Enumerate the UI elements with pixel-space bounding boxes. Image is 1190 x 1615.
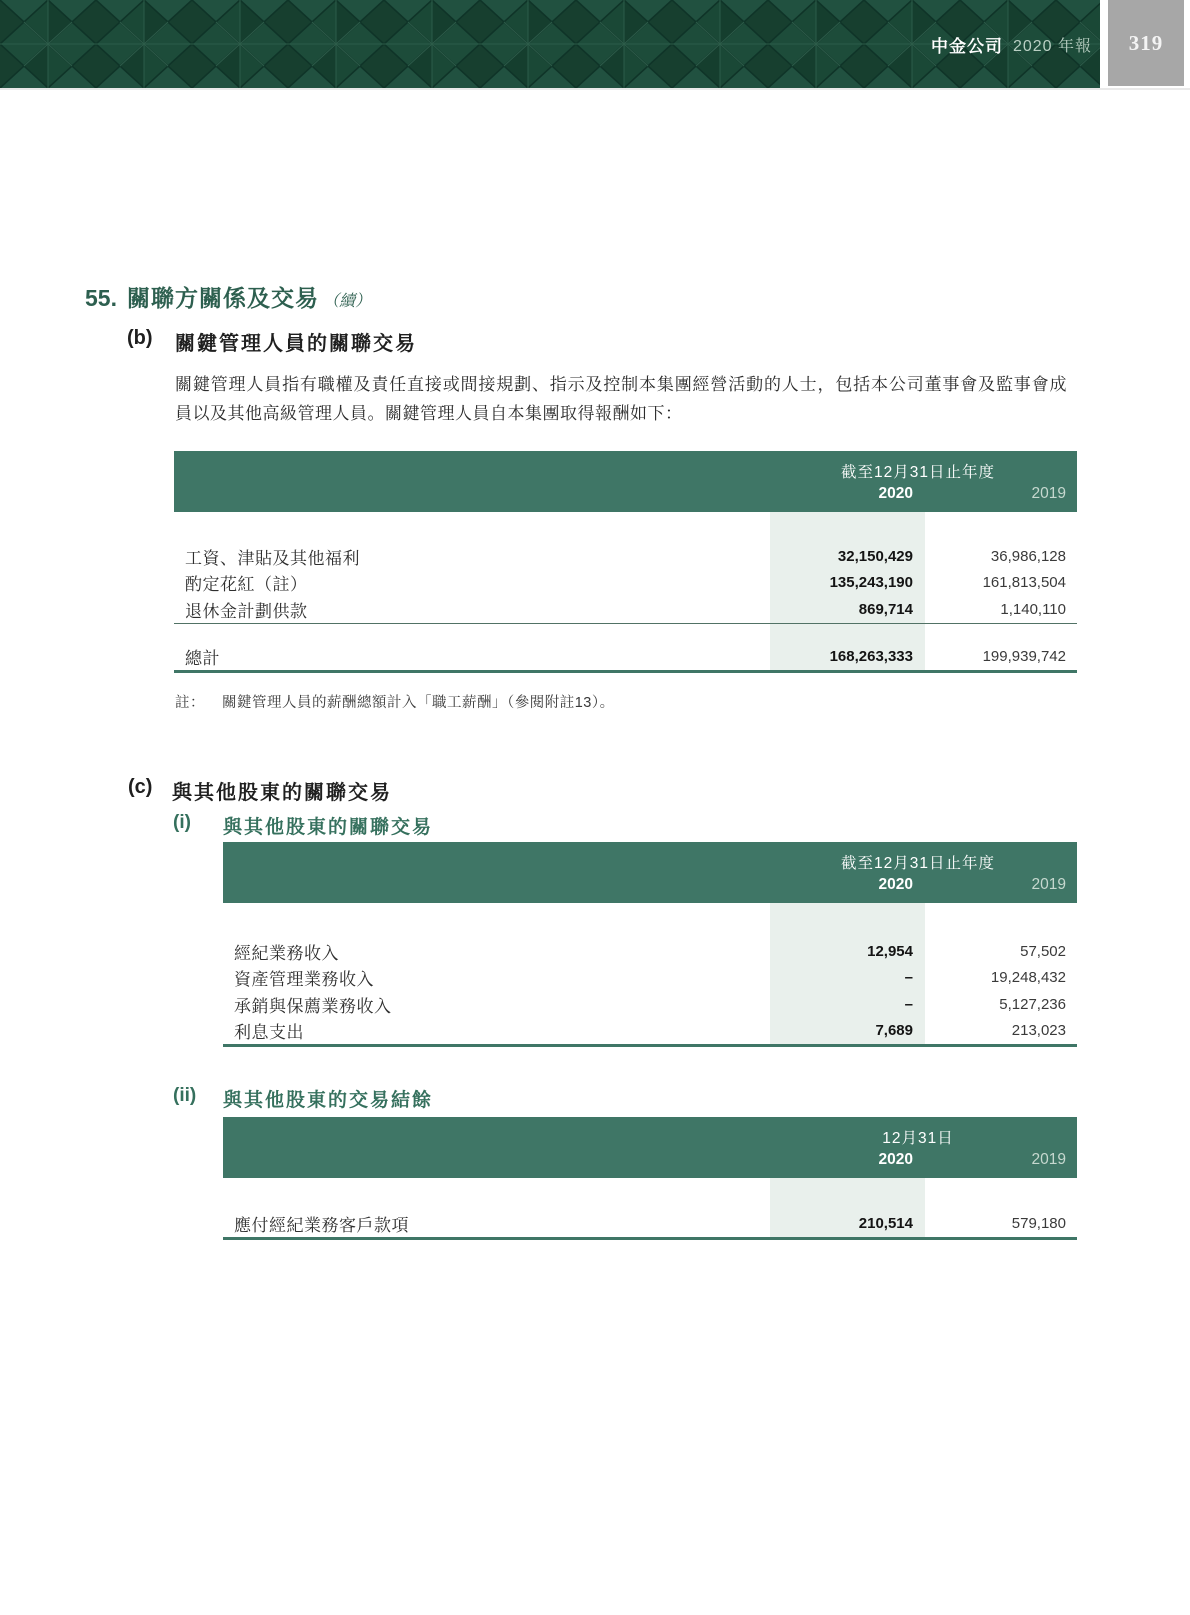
subsection-b-title: 關鍵管理人員的關聯交易 xyxy=(175,333,417,355)
table-row: 酌定花紅（註） 135,243,190 161,813,504 xyxy=(185,574,1066,595)
table-ii-col-2019: 2019 xyxy=(1031,1151,1066,1168)
table-ii-period-label: 12月31日 xyxy=(882,1130,954,1147)
total-row: 總計 168,263,333 199,939,742 xyxy=(185,648,1066,669)
table-i-col-2020: 2020 xyxy=(878,876,913,893)
company-name: 中金公司 xyxy=(930,36,1003,56)
subsection-b-marker: (b) xyxy=(127,327,153,349)
table-row: 經紀業務收入 12,954 57,502 xyxy=(234,942,1066,963)
subsection-b-paragraph: 關鍵管理人員指有職權及責任直接或間接規劃、指示及控制本集團經營活動的人士，包括本公司董事會及監事會成員以及其他高級管理人員。關鍵管理人員自本集團取得報酬如下： xyxy=(175,375,1067,423)
subsection-b-heading xyxy=(127,327,417,356)
subsection-c-i-title: 與其他股東的關聯交易 xyxy=(223,817,434,838)
subsection-c-heading xyxy=(128,776,392,805)
subsection-c-i-marker: (i) xyxy=(173,812,191,833)
banner-bottom-rule xyxy=(0,88,1190,90)
table-row: 承銷與保薦業務收入 – 5,127,236 xyxy=(234,995,1066,1016)
table-row: 應付經紀業務客戶款項 210,514 579,180 xyxy=(234,1214,1066,1235)
table-b-header xyxy=(174,451,1077,512)
page-number-box xyxy=(1108,0,1184,86)
table-shareholder-balances xyxy=(223,1117,1077,1240)
table-i-period-label: 截至12月31日止年度 xyxy=(841,855,995,872)
subtotal-rule xyxy=(174,623,1077,624)
banner-pattern xyxy=(0,0,1100,88)
table-i-col-2019: 2019 xyxy=(1031,876,1066,893)
table-key-management-compensation xyxy=(174,451,1077,673)
section-continued-tag: （續） xyxy=(323,293,372,310)
subsection-c-title: 與其他股東的關聯交易 xyxy=(172,782,392,804)
footnote-marker: 註： xyxy=(175,695,205,711)
table-ii-col-2020: 2020 xyxy=(878,1151,913,1168)
footnote xyxy=(175,691,615,712)
table-row: 退休金計劃供款 869,714 1,140,110 xyxy=(185,600,1066,621)
table-b-col-2019: 2019 xyxy=(1031,485,1066,502)
subsection-c-ii-heading xyxy=(173,1085,433,1112)
table-b-col-2020: 2020 xyxy=(878,485,913,502)
table-ii-header xyxy=(223,1117,1077,1178)
table-row: 資產管理業務收入 – 19,248,432 xyxy=(234,969,1066,990)
section-heading xyxy=(85,280,371,313)
report-edition: 2020 年報 xyxy=(1012,37,1092,55)
table-i-header xyxy=(223,842,1077,903)
table-row: 利息支出 7,689 213,023 xyxy=(234,1022,1066,1043)
section-title: 關聯方關係及交易 xyxy=(127,285,319,311)
footnote-text: 關鍵管理人員的薪酬總額計入「職工薪酬」（參閱附註13）。 xyxy=(222,695,615,711)
subsection-c-marker: (c) xyxy=(128,776,153,798)
subsection-c-ii-marker: (ii) xyxy=(173,1085,197,1106)
subsection-c-ii-title: 與其他股東的交易結餘 xyxy=(223,1090,434,1111)
table-b-period-label: 截至12月31日止年度 xyxy=(841,464,995,481)
subsection-c-i-heading xyxy=(173,812,433,839)
page-number: 319 xyxy=(1128,30,1164,55)
table-shareholder-transactions xyxy=(223,842,1077,1047)
section-number: 55. xyxy=(85,285,117,311)
table-row: 工資、津貼及其他福利 32,150,429 36,986,128 xyxy=(185,547,1066,568)
